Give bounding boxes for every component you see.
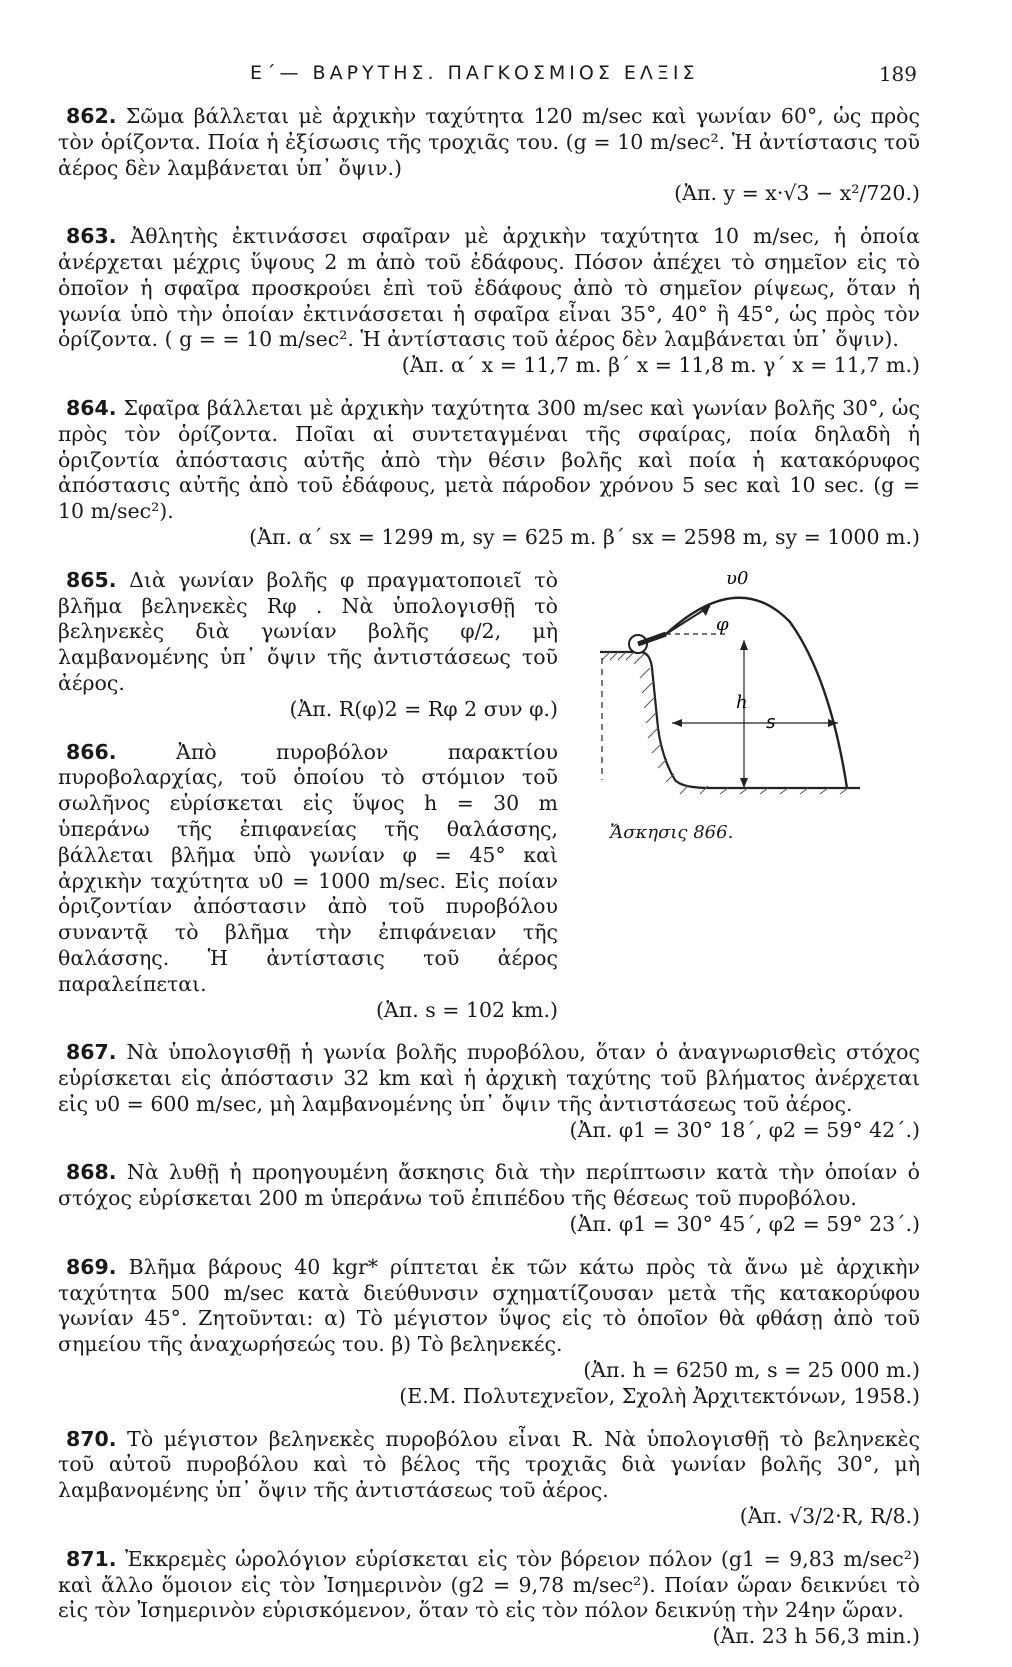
problem-number: 868. bbox=[66, 1160, 117, 1185]
problem-text: Ἀπὸ πυροβόλον παρακτίου πυροβολαρχίας, τοῦ ὁποίου τὸ στόμιον τοῦ σωλῆνος εὑρίσκεται εἰς ὕψος h = 30 m ὑπεράνω τῆς ἐπιφανείας τῆς θαλάσσης, βάλλεται βλῆμα ὑπὸ γωνίαν φ = 45° καὶ ἀρχικὴν ταχύτητα υ0 = 1000 m/sec. Εἰς ποίαν ὁριζοντίαν ἀπόστασιν ἀπὸ τοῦ πυροβόλου συναντᾷ τὸ βλῆμα τὴν ἐπιφάνειαν τῆς θαλάσσης. Ἡ ἀντίστασις τοῦ ἀέρος παραλείπεται. bbox=[58, 739, 558, 996]
chapter-title: Ε΄— ΒΑΡΥΤΗΣ. ΠΑΓΚΟΣΜΙΟΣ ΕΛΞΙΣ bbox=[250, 62, 699, 84]
problem-number: 863. bbox=[66, 224, 117, 249]
problem-text: Νὰ ὑπολογισθῇ ἡ γωνία βολῆς πυροβόλου, ὅταν ὁ ἀναγνωρισθεὶς στόχος εὑρίσκεται εἰς ἀπόστασιν 32 km καὶ ἡ ἀρχικὴ ταχύτης τοῦ βλήματος ἀνέρχεται εἰς υ0 = 600 m/sec, μὴ λαμβανομένης ὑπ᾿ ὄψιν τῆς ἀντιστάσεως τοῦ ἀέρος. bbox=[58, 1040, 920, 1116]
problem-text: Ἐκκρεμὲς ὡρολόγιον εὑρίσκεται εἰς τὸν βόρειον πόλον (g1 = 9,83 m/sec²) καὶ ἄλλο ὅμοιον εἰς τὸν Ἰσημερινὸν (g2 = 9,78 m/sec²). Ποίαν ὥραν δεικνύει τὸ εἰς τὸν Ἰσημερινὸν εὑρισκόμενον, ὅταν τὸ εἰς τὸν πόλον δεικνύῃ τὴν 24ην ὥραν. bbox=[58, 1546, 920, 1623]
figure-caption: Ἄσκησις 866. bbox=[610, 822, 734, 843]
problem-number: 862. bbox=[66, 104, 117, 128]
cliff-outline bbox=[600, 652, 860, 788]
problem-number: 870. bbox=[66, 1426, 117, 1451]
distance-arrow-left bbox=[672, 719, 682, 727]
problem-number: 871. bbox=[66, 1546, 117, 1571]
problem-answer: (Ἀπ. √3/2·R, R/8.) bbox=[739, 1504, 920, 1529]
problem-871 bbox=[58, 1547, 920, 1650]
trajectory-figure bbox=[540, 548, 860, 848]
problem-number: 866. bbox=[66, 739, 117, 764]
problem-answer: (Ἀπ. α΄ x = 11,7 m. β΄ x = 11,8 m. γ΄ x = 11,7 m.) bbox=[401, 353, 920, 378]
label-s: s bbox=[766, 712, 776, 733]
height-arrow-bottom bbox=[740, 778, 748, 788]
problem-text: Διὰ γωνίαν βολῆς φ πραγματοποιεῖ τὸ βλῆμα βεληνεκὲς Rφ . Νὰ ὑπολογισθῇ τὸ βεληνεκὲς διὰ γωνίαν βολῆς φ/2, μὴ λαμβανομένης ὑπ᾿ ὄψιν τῆς ἀντιστάσεως τοῦ ἀέρος. bbox=[58, 567, 558, 695]
page-header bbox=[0, 62, 1012, 92]
problem-864 bbox=[58, 396, 920, 551]
problem-text: Νὰ λυθῇ ἡ προηγουμένη ἄσκησις διὰ τὴν περίπτωσιν κατὰ τὴν ὁποίαν ὁ στόχος εὑρίσκεται 200 m ὑπεράνω τοῦ ἐπιπέδου τῆς θέσεως τοῦ πυροβόλου. bbox=[58, 1160, 920, 1211]
problem-answer: (Ἀπ. R(φ)2 = Rφ 2 συν φ.) bbox=[289, 696, 558, 721]
problem-answer: (Ἀπ. α΄ sx = 1299 m, sy = 625 m. β΄ sx = 2598 m, sy = 1000 m.) bbox=[249, 524, 920, 549]
problem-answer: (Ἀπ. φ1 = 30° 18΄, φ2 = 59° 42΄.) bbox=[569, 1117, 920, 1142]
problem-863 bbox=[58, 224, 920, 379]
problem-number: 867. bbox=[66, 1040, 117, 1065]
problem-number: 864. bbox=[66, 395, 117, 420]
problem-866 bbox=[58, 740, 558, 1024]
height-arrow-top bbox=[740, 640, 748, 650]
label-v0: υ0 bbox=[726, 568, 749, 589]
problem-source: (Ε.Μ. Πολυτεχνεῖον, Σχολὴ Ἀρχιτεκτόνων, 1958.) bbox=[399, 1383, 920, 1408]
problem-answer: (Ἀπ. y = x·√3 − x²/720.) bbox=[674, 181, 920, 206]
problem-answer: (Ἀπ. φ1 = 30° 45΄, φ2 = 59° 23΄.) bbox=[569, 1212, 920, 1237]
problem-865 bbox=[58, 568, 558, 723]
problem-text: Σφαῖρα βάλλεται μὲ ἀρχικὴν ταχύτητα 300 m/sec καὶ γωνίαν βολῆς 30°, ὡς πρὸς τὸν ὁρίζοντα. Ποῖαι αἱ συντεταγμέναι τῆς σφαίρας, ποία δηλαδὴ ἡ ὁριζοντία ἀπόστασις αὐτῆς ἀπὸ τὴν θέσιν βολῆς καὶ ποία ἡ κατακόρυφος ἀπόστασις αὐτῆς ἀπὸ τοῦ ἐδάφους, μετὰ πάροδον χρόνου 5 sec καὶ 10 sec. (g = 10 m/sec²). bbox=[58, 395, 920, 524]
problem-868 bbox=[58, 1160, 920, 1237]
trajectory-diagram bbox=[540, 548, 860, 828]
problem-answer: (Ἀπ. h = 6250 m, s = 25 000 m.) bbox=[583, 1358, 920, 1383]
problem-answer: (Ἀπ. s = 102 km.) bbox=[375, 997, 558, 1022]
label-phi: φ bbox=[716, 614, 729, 635]
problem-text: Σῶμα βάλλεται μὲ ἀρχικὴν ταχύτητα 120 m/sec καὶ γωνίαν 60°, ὡς πρὸς τὸν ὁρίζοντα. Ποία ἡ ἐξίσωσις τῆς τροχιᾶς του. (g = 10 m/sec². Ἡ ἀντίστασις τοῦ ἀέρος δὲν λαμβάνεται ὑπ᾿ ὄψιν.) bbox=[58, 104, 920, 180]
trajectory-path bbox=[666, 598, 847, 788]
problem-number: 865. bbox=[66, 567, 117, 592]
problem-869 bbox=[58, 1255, 920, 1410]
problem-text: Βλῆμα βάρους 40 kgr* ρίπτεται ἐκ τῶν κάτω πρὸς τὰ ἄνω μὲ ἀρχικὴν ταχύτητα 500 m/sec κατὰ διεύθυνσιν σχηματίζουσαν μετὰ τῆς κατακορύφου γωνίαν 45°. Ζητοῦνται: α) Τὸ μέγιστον ὕψος εἰς τὸ ὁποῖον θὰ φθάσῃ ἀπὸ τοῦ σημείου τῆς ἀναχωρήσεώς του. β) Τὸ βεληνεκές. bbox=[58, 1254, 920, 1357]
problem-862 bbox=[58, 104, 920, 207]
problem-number: 869. bbox=[66, 1254, 117, 1279]
problem-870 bbox=[58, 1427, 920, 1530]
problem-text: Τὸ μέγιστον βεληνεκὲς πυροβόλου εἶναι R. Νὰ ὑπολογισθῇ τὸ βεληνεκὲς τοῦ αὐτοῦ πυροβόλου καὶ τὸ βέλος τῆς τροχιᾶς διὰ γωνίαν βολῆς 30°, μὴ λαμβανομένης ὑπ᾿ ὄψιν τῆς ἀντιστάσεως τοῦ ἀέρος. bbox=[58, 1426, 920, 1503]
problem-list bbox=[58, 104, 920, 1667]
label-h: h bbox=[736, 692, 748, 713]
page-number: 189 bbox=[878, 62, 917, 86]
problem-867 bbox=[58, 1040, 920, 1143]
problem-answer: (Ἀπ. 23 h 56,3 min.) bbox=[712, 1624, 920, 1649]
problem-text: Ἀθλητὴς ἐκτινάσσει σφαῖραν μὲ ἀρχικὴν ταχύτητα 10 m/sec, ἡ ὁποία ἀνέρχεται μέχρις ὕψους 2 m ἀπὸ τοῦ ἐδάφους. Πόσον ἀπέχει τὸ σημεῖον εἰς τὸ ὁποῖον ἡ σφαῖρα προσκρούει ἐπὶ τοῦ ἐδάφους ἀπὸ τὸ σημεῖον ρίψεως, ὅταν ἡ γωνία ὑπὸ τὴν ὁποίαν ἐκτινάσσεται ἡ σφαῖρα εἶναι 35°, 40° ἢ 45°, ὡς πρὸς τὸν ὁρίζοντα. ( g = = 10 m/sec². Ἡ ἀντίστασις τοῦ ἀέρος δὲν λαμβάνεται ὑπ᾿ ὄψιν). bbox=[58, 224, 920, 352]
